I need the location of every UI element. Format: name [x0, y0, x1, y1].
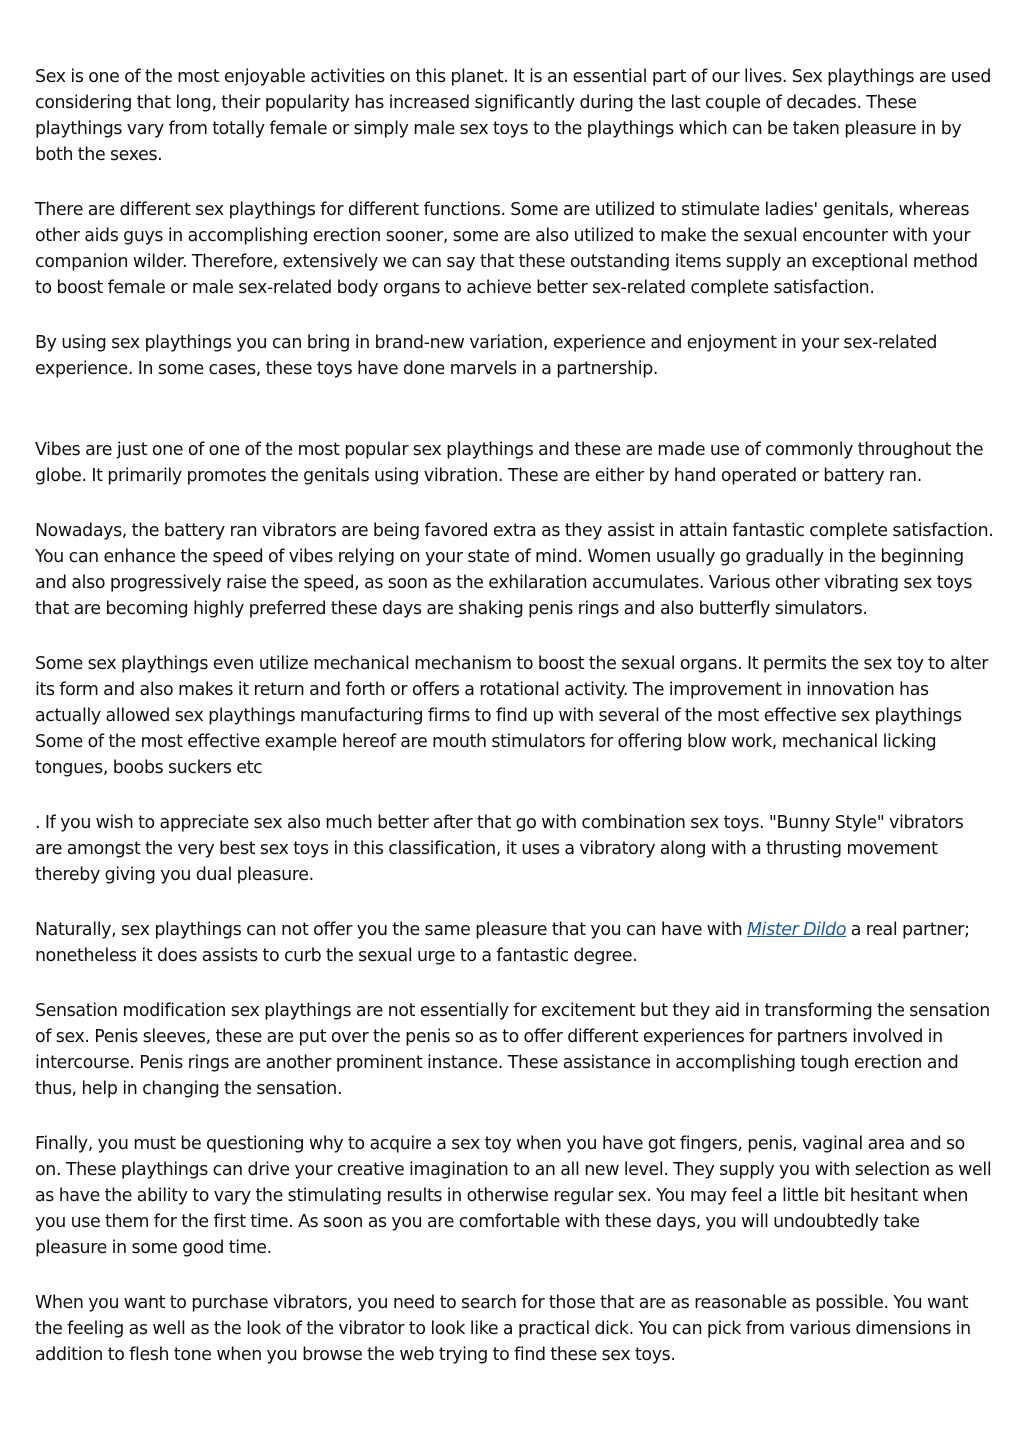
paragraph: Sex is one of the most enjoyable activities on this planet. It is an essential part of our lives. Sex playthings are used considering that long, their popularity has increased significantly during the last couple of decades. These playthings vary from totally female or simply male sex toys to the playthings which can be taken pleasure in by both the sexes.: [35, 67, 992, 165]
document-body: [35, 64, 995, 1397]
paragraph: When you want to purchase vibrators, you need to search for those that are as reasonable as possible. You want the feeling as well as the look of the vibrator to look like a practical dick. You can pick from various dimensions in addition to flesh tone when you browse the web trying to find these sex toys.: [35, 1293, 971, 1365]
mister-dildo-link[interactable]: Mister Dildo: [746, 920, 847, 940]
paragraph: There are different sex playthings for different functions. Some are utilized to stimulate ladies' genitals, whereas other aids guys in accomplishing erection sooner, some are also utilized to make the sexual encounter with your companion wilder. Therefore, extensively we can say that these outstanding items supply an exceptional method to boost female or male sex-related body organs to achieve better sex-related complete satisfaction.: [35, 200, 978, 298]
paragraph: Sensation modification sex playthings are not essentially for excitement but they aid in transforming the sensation of sex. Penis sleeves, these are put over the penis so as to offer different experiences for partners involved in intercourse. Penis rings are another prominent instance. These assistance in accomplishing tough erection and thus, help in changing the sensation.: [35, 1001, 990, 1099]
paragraph: . If you wish to appreciate sex also much better after that go with combination sex toys. "Bunny Style" vibrators are amongst the very best sex toys in this classification, it uses a vibratory along with a thrusting movement thereby giving you dual pleasure.: [35, 813, 964, 885]
paragraph: Some sex playthings even utilize mechanical mechanism to boost the sexual organs. It permits the sex toy to alter its form and also makes it return and forth or offers a rotational activity. The improvement in innovation has actually allowed sex playthings manufacturing firms to find up with several of the most effective sex playthings Some of the most effective example hereof are mouth stimulators for offering blow work, mechanical licking tongues, boobs suckers etc: [35, 654, 989, 778]
paragraph: Nowadays, the battery ran vibrators are being favored extra as they assist in attain fantastic complete satisfaction. You can enhance the speed of vibes relying on your state of mind. Women usually go gradually in the beginning and also progressively raise the speed, as soon as the exhilaration accumulates. Various other vibrating sex toys that are becoming highly preferred these days are shaking penis rings and also butterfly simulators.: [35, 521, 994, 619]
paragraph-with-link: [35, 917, 995, 969]
paragraph: Vibes are just one of one of the most popular sex playthings and these are made use of commonly throughout the globe. It primarily promotes the genitals using vibration. These are either by hand operated or battery ran.: [35, 440, 984, 486]
paragraph: Finally, you must be questioning why to acquire a sex toy when you have got fingers, penis, vaginal area and so on. These playthings can drive your creative imagination to an all new level. They supply you with selection as well as have the ability to vary the stimulating results in otherwise regular sex. You may feel a little bit hesitant when you use them for the first time. As soon as you are comfortable with these days, you will undoubtedly take pleasure in some good time.: [35, 1134, 992, 1258]
paragraph: By using sex playthings you can bring in brand-new variation, experience and enjoyment in your sex-related experience. In some cases, these toys have done marvels in a partnership.: [35, 333, 938, 379]
link-paragraph-after: a real partner; nonetheless it does assists to curb the sexual urge to a fantastic degree.: [35, 920, 970, 966]
link-paragraph-before: Naturally, sex playthings can not offer you the same pleasure that you can have with: [35, 920, 747, 940]
